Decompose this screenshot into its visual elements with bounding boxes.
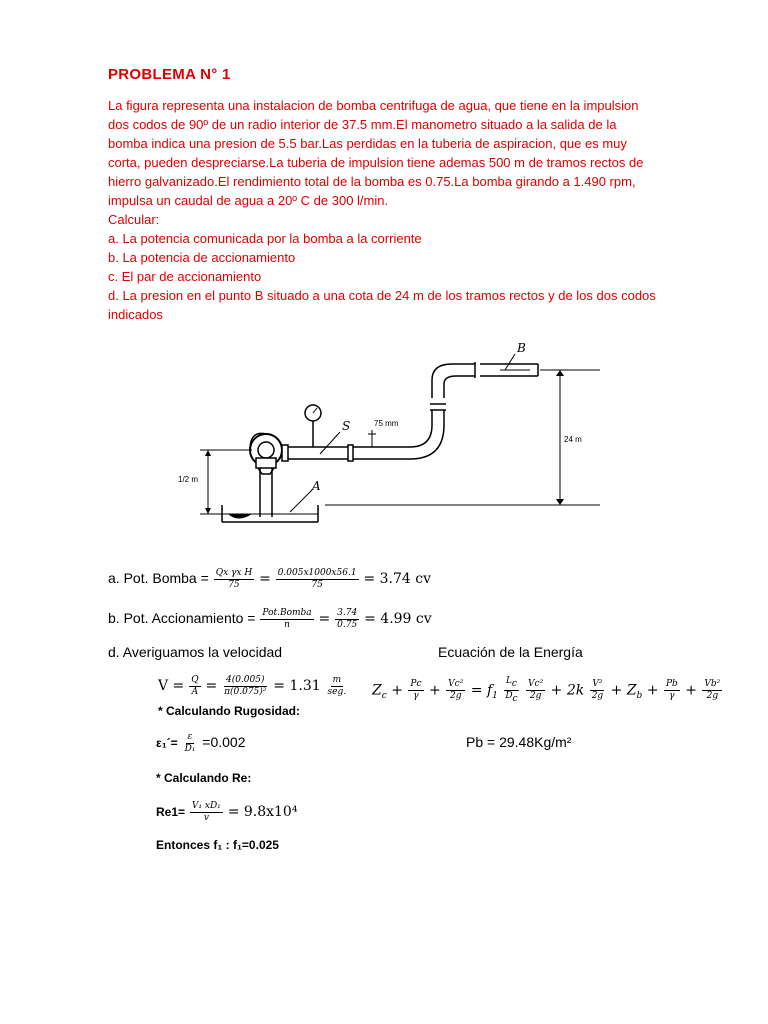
statement-line: indicados [108,307,163,322]
rugosidad-heading: * Calculando Rugosidad: [158,704,301,718]
eps-result: =0.002 [202,734,246,751]
statement-line: dos codos de 90º de un radio interior de 37.5 mm.El manometro situado a la salida de la [108,117,617,132]
statement-line: Calcular: [108,212,160,227]
statement-line: d. La presion en el punto B situado a una cota de 24 m de los tramos rectos y de los dos codos [108,288,656,303]
fraction-numerator: Pot.Bomba [262,608,312,618]
label-suction-height: 1/2 m [178,475,199,484]
re-label: Re1= [156,805,186,820]
problem-statement [108,96,656,324]
statement-line: La figura representa una instalacion de bomba centrifuga de agua, que tiene en la impulsion [108,98,639,113]
v-fraction-2 [222,675,268,698]
re-fraction [190,801,223,824]
height-dimension [325,370,600,505]
statement-line: b. La potencia de accionamiento [108,250,296,265]
problem-title: PROBLEMA N° 1 [108,66,231,83]
pump-installation-figure [160,341,620,525]
fraction-denominator: A [191,687,199,697]
d-label: d. Averiguamos la velocidad [108,644,283,660]
b-label: b. Pot. Accionamiento = [108,610,256,627]
b-fraction-2 [335,608,359,631]
pb-result: Pb = 29.48Kg/m² [466,734,572,750]
fraction-denominator: 75 [228,580,240,590]
statement-line: corta, pueden despreciarse.La tuberia de impulsion tiene ademas 500 m de tramos rectos de [108,155,644,170]
velocity-equation: V = $\frac{Q}{A}$ = $\frac{4(0.005)}{\text{π(0.075)²}}$ = 1.31 $\frac{m}{\text{seg.}}$ [158,675,347,697]
fraction-denominator: D₁ [184,744,196,754]
fraction-denominator: π(0.075)² [224,687,267,697]
statement-line: a. La potencia comunicada por la bomba a la corriente [108,231,422,246]
leader-b [505,354,515,370]
fraction-numerator: 4(0.005) [225,675,265,685]
a-label: a. Pot. Bomba = [108,570,209,587]
v-label: V = [158,678,185,695]
label-pipe-diameter: 75 mm [374,419,399,428]
a-fraction-2 [276,568,359,591]
epsilon-equation [156,732,246,755]
fraction-denominator: seg. [327,687,347,697]
statement-line: impulsa un caudal de agua a 20º C de 300 l/min. [108,193,389,208]
fraction-denominator: v [203,813,209,823]
entonces-text: Entonces f₁ : f₁=0.025 [156,838,279,852]
re-result: = 9.8x10⁴ [227,804,298,821]
fraction-numerator: 3.74 [337,608,358,618]
eps-label: ε₁´= [156,736,178,751]
suction-height-dimension [200,450,252,514]
statement-line: bomba indica una presion de 5.5 bar.Las perdidas en la tuberia de aspiracion, que es muy [108,136,627,151]
fraction-numerator: ε [187,732,193,742]
label-b: B [517,341,526,355]
fraction-numerator: 0.005x1000x56.1 [277,568,357,578]
pump-icon [250,433,282,474]
a-fraction-1 [214,568,254,591]
re-equation [156,801,297,824]
suction-tank [222,505,318,522]
label-s: S [342,419,351,433]
fraction-numerator: m [332,675,342,685]
re-heading: * Calculando Re: [156,771,252,785]
fraction-numerator: Q [191,675,199,685]
statement-line: c. El par de accionamiento [108,269,262,284]
fraction-denominator: 75 [311,580,323,590]
solution-a: a. Pot. Bomba = $\frac{\text{Qx γx H}}{75}$ = $\frac{0.005x1000x56.1}{75}$ = 3.74 cv [108,568,432,590]
b-fraction-1 [260,608,313,631]
solution-b: b. Pot. Accionamiento = $\frac{\text{Pot.Bomba}}{n}$ = $\frac{3.74}{0.75}$ = 4.99 cv [108,608,432,630]
v-fraction-1 [189,675,200,698]
leader-s [320,432,340,454]
label-height: 24 m [564,435,582,444]
eps-fraction [183,732,198,755]
pipe-diameter-marker [368,430,376,447]
a-result: = 3.74 cv [363,571,432,588]
energy-equation-title: Ecuación de la Energía [438,644,583,660]
b-result: = 4.99 cv [364,611,432,628]
statement-line: hierro galvanizado.El rendimiento total de la bomba es 0.75.La bomba girando a 1.490 rpm, [108,174,636,189]
label-a: A [312,479,321,493]
v-result: = 1.31 [273,678,321,695]
fraction-denominator: 0.75 [337,620,358,630]
fraction-numerator: V₁ xD₁ [191,801,221,811]
manometer-icon [305,405,321,447]
v-unit [326,675,349,698]
fraction-numerator: Qx γx H [215,568,253,578]
energy-equation-formula: $Z_c$ + $\frac{Pc}{\gamma}$ + $\frac{\text{Vc²}}{2g}$ = $f_1$ $\frac{L_c}{D_c}$ $\frac{\text{Vc²}}{2g}$ + 2k $\frac{\text{V²}}{2g}$ + $Z_b$ + $\frac{Pb}{\gamma}$ + $\frac{\text{Vb²}}{2g}$ [372,676,721,704]
fraction-denominator: n [284,620,290,630]
leader-a [290,490,312,512]
